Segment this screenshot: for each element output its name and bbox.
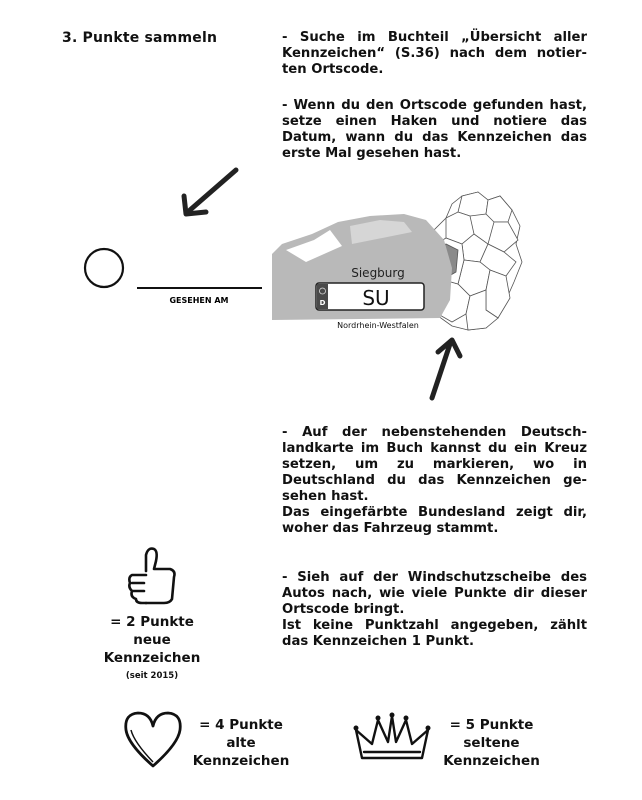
instruction-search: - Suche im Buchteil „Übersicht aller Kennzeichen“ (S.36) nach dem notier-ten Ortscode. <box>282 30 587 77</box>
section-heading: 3. Punkte sammeln <box>62 30 218 46</box>
thumbs-points: = 2 Punkte <box>110 614 194 630</box>
heart-icon <box>120 708 186 770</box>
crown-line1: seltene <box>463 735 520 751</box>
illustration <box>0 160 642 410</box>
plate-code: SU <box>362 286 390 310</box>
crown-icon <box>352 712 432 764</box>
arrow-up-icon <box>432 340 460 398</box>
instruction-map: - Auf der nebenstehenden Deutsch-landkarte im Buch kannst du ein Kreuz setzen, um zu markieren, wo in Deutschland du das Kennzeichen ge-sehen hast. Das eingefärbte Bundesland zeigt dir, woher das Fahrzeug stammt. <box>282 425 587 536</box>
instruction-points: - Sieh auf der Windschutzscheibe des Autos nach, wie viele Punkte dir dieser Ortscode bringt. Ist keine Punktzahl angegeben, zählt das Kennzeichen 1 Punkt. <box>282 570 587 649</box>
legend-heart <box>186 716 296 770</box>
thumbs-up-icon <box>124 545 184 607</box>
instruction-check: - Wenn du den Ortscode gefunden hast, setze einen Haken und notiere das Datum, wann du das Kennzeichen das erste Mal gesehen hast. <box>282 98 587 161</box>
plate-city: Siegburg <box>351 266 405 280</box>
plate-state: Nordrhein-Westfalen <box>337 321 419 330</box>
country-code: D <box>319 299 326 307</box>
check-circle[interactable] <box>85 249 123 287</box>
heart-line1: alte <box>226 735 256 751</box>
heart-points: = 4 Punkte <box>199 717 283 733</box>
crown-points: = 5 Punkte <box>449 717 534 733</box>
thumbs-line2: Kennzeichen <box>103 650 201 666</box>
heart-line2: Kennzeichen <box>192 753 290 769</box>
thumbs-note: (seit 2015) <box>125 671 179 681</box>
legend-thumbs <box>92 613 212 685</box>
crown-line2: Kennzeichen <box>443 753 540 769</box>
thumbs-line1: neue <box>133 632 171 648</box>
arrow-down-left-icon <box>184 170 236 214</box>
license-plate <box>316 283 424 310</box>
seen-label: GESEHEN AM <box>169 296 229 305</box>
legend-crown <box>434 716 549 770</box>
